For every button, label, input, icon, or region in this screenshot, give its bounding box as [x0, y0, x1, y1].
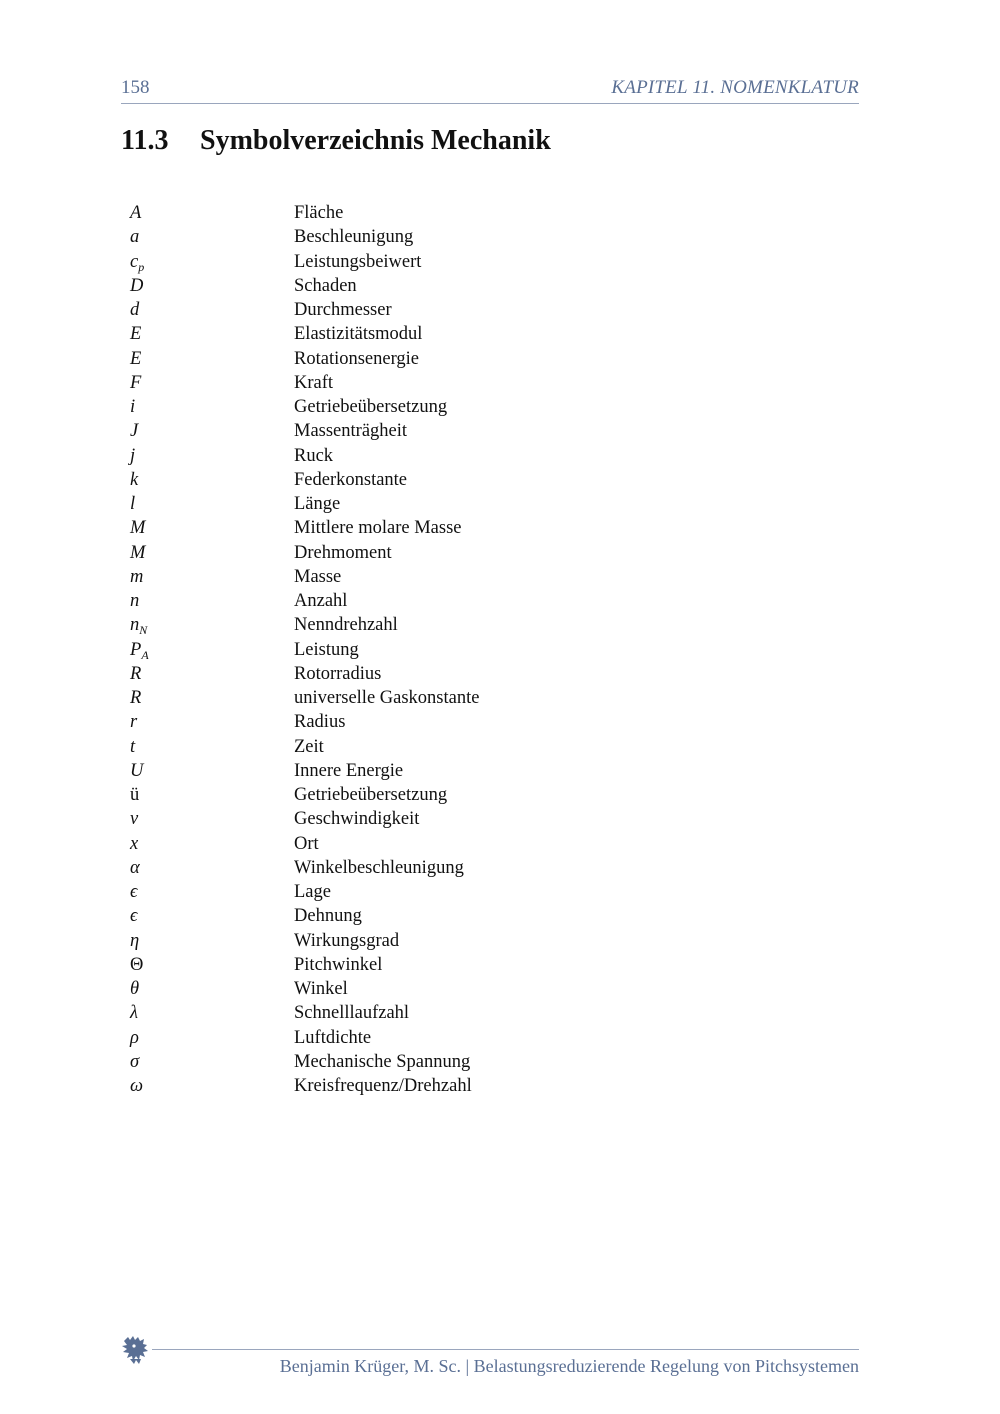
symbol-base: ω [130, 1076, 144, 1096]
symbol-description: Länge [294, 494, 341, 514]
symbol [130, 322, 280, 346]
symbol-base: λ [130, 1003, 139, 1024]
symbol-description: Luftdichte [294, 1027, 372, 1048]
chapter-title: KAPITEL 11. NOMENKLATUR [611, 77, 859, 98]
symbol-description: Rotorradius [294, 663, 382, 684]
symbol-base: ρ [130, 1027, 139, 1048]
symbol-description: Leistungsbeiwert [294, 251, 422, 272]
symbol-base: d [130, 300, 140, 320]
symbol-base: α [130, 857, 140, 878]
symbol [130, 929, 280, 953]
symbol-description: Lage [294, 882, 331, 902]
symbol-description: Kreisfrequenz/Drehzahl [294, 1076, 472, 1096]
symbol-description: Massenträgheit [294, 421, 408, 442]
symbol [130, 444, 280, 468]
section-number: 11.3 [121, 125, 169, 156]
symbol-base: n [130, 591, 140, 611]
symbol [130, 638, 280, 662]
symbol-description: Beschleunigung [294, 227, 414, 248]
symbol-description: Getriebeübersetzung [294, 397, 448, 417]
symbol [130, 759, 280, 783]
symbol [130, 395, 280, 419]
symbol-base: i [130, 397, 136, 417]
symbol-base: a [130, 227, 140, 248]
symbol-base: θ [130, 979, 140, 999]
symbol-base: t [130, 736, 136, 757]
symbol-base: M [130, 518, 146, 539]
symbol [130, 832, 280, 856]
symbol-description: Mittlere molare Masse [294, 518, 462, 539]
symbol-base: ü [130, 785, 140, 805]
symbol-description: Radius [294, 712, 346, 733]
symbol-description: Schaden [294, 275, 357, 296]
symbol-base: n [130, 615, 140, 636]
symbol-description: Winkelbeschleunigung [294, 857, 464, 878]
symbol [130, 783, 280, 807]
symbol-description: Drehmoment [294, 542, 392, 563]
symbol [130, 492, 280, 516]
symbol [130, 710, 280, 734]
symbol-base: E [130, 348, 142, 369]
symbol-description: Getriebeübersetzung [294, 785, 448, 805]
symbol [130, 298, 280, 322]
symbol-description: Rotationsenergie [294, 348, 420, 369]
symbol [130, 541, 280, 565]
symbol [130, 250, 280, 274]
symbol-base: D [130, 275, 144, 296]
symbol [130, 662, 280, 686]
symbol-base: Θ [130, 954, 144, 975]
symbol-base: R [130, 688, 142, 708]
symbol-subscript: p [138, 259, 145, 274]
section-heading [121, 125, 551, 157]
symbol-base: M [130, 542, 146, 563]
symbol-description: Dehnung [294, 906, 362, 927]
symbol [130, 953, 280, 977]
symbol-description: Durchmesser [294, 300, 392, 320]
symbol-description: Ruck [294, 445, 334, 466]
symbol-description: Winkel [294, 979, 348, 999]
symbol [130, 516, 280, 540]
symbol [130, 371, 280, 395]
symbol-description: Pitchwinkel [294, 954, 383, 975]
symbol [130, 735, 280, 759]
symbol [130, 565, 280, 589]
symbol-description: Mechanische Spannung [294, 1051, 471, 1072]
symbol [130, 880, 280, 904]
symbol-base: F [130, 372, 142, 393]
symbol [130, 225, 280, 249]
symbol-base: η [130, 930, 140, 951]
symbol [130, 347, 280, 371]
symbol [130, 1001, 280, 1025]
symbol-description: Federkonstante [294, 469, 408, 490]
symbol [130, 201, 280, 225]
symbol-base: ϵ [130, 906, 138, 927]
symbol [130, 613, 280, 637]
symbol-base: P [130, 639, 142, 660]
symbol-description: Innere Energie [294, 760, 404, 781]
symbol [130, 274, 280, 298]
section-title: Symbolverzeichnis Mechanik [200, 125, 551, 156]
symbol-description: Nenndrehzahl [294, 615, 398, 636]
symbol-base: r [130, 712, 138, 733]
symbol [130, 904, 280, 928]
footer-rule [152, 1349, 859, 1350]
symbol-base: x [130, 833, 139, 854]
symbol [130, 807, 280, 831]
symbol-description: Geschwindigkeit [294, 809, 420, 830]
symbol [130, 468, 280, 492]
footer-text: Benjamin Krüger, M. Sc. | Belastungsreduzierende Regelung von Pitchsystemen [279, 1356, 859, 1376]
symbol-base: k [130, 469, 139, 490]
symbol-description: Schnelllaufzahl [294, 1003, 410, 1024]
symbol-description: Masse [294, 566, 342, 587]
symbol [130, 1074, 280, 1098]
symbol-base: l [130, 494, 136, 514]
symbol-base: R [130, 663, 142, 684]
symbol-base: A [130, 203, 142, 223]
symbol [130, 856, 280, 880]
symbol-base: J [130, 421, 139, 442]
symbol-description: Elastizitätsmodul [294, 324, 423, 345]
symbol [130, 419, 280, 443]
symbol-description: Fläche [294, 203, 344, 223]
symbol-description: Ort [294, 833, 319, 854]
symbol-description: Zeit [294, 736, 324, 757]
symbol-subscript: N [139, 623, 148, 638]
page-number: 158 [121, 77, 150, 98]
symbol-description: Wirkungsgrad [294, 930, 400, 951]
symbol-base: m [130, 566, 144, 587]
symbol-base: j [130, 445, 136, 466]
symbol-description: universelle Gaskonstante [294, 688, 480, 708]
symbol-base: E [130, 324, 142, 345]
running-header [121, 75, 859, 104]
symbol [130, 1026, 280, 1050]
symbol-subscript: A [141, 647, 149, 662]
symbol-base: ϵ [130, 882, 138, 902]
symbol [130, 1050, 280, 1074]
symbol-base: U [130, 760, 144, 781]
heraldic-lion-icon [120, 1333, 152, 1367]
symbol-base: σ [130, 1051, 140, 1072]
symbol-base: v [130, 809, 139, 830]
symbol-description: Leistung [294, 639, 359, 660]
symbol [130, 686, 280, 710]
symbol [130, 589, 280, 613]
symbol-base: c [130, 251, 139, 272]
symbol [130, 977, 280, 1001]
symbol-description: Anzahl [294, 591, 348, 611]
symbol-description: Kraft [294, 372, 334, 393]
